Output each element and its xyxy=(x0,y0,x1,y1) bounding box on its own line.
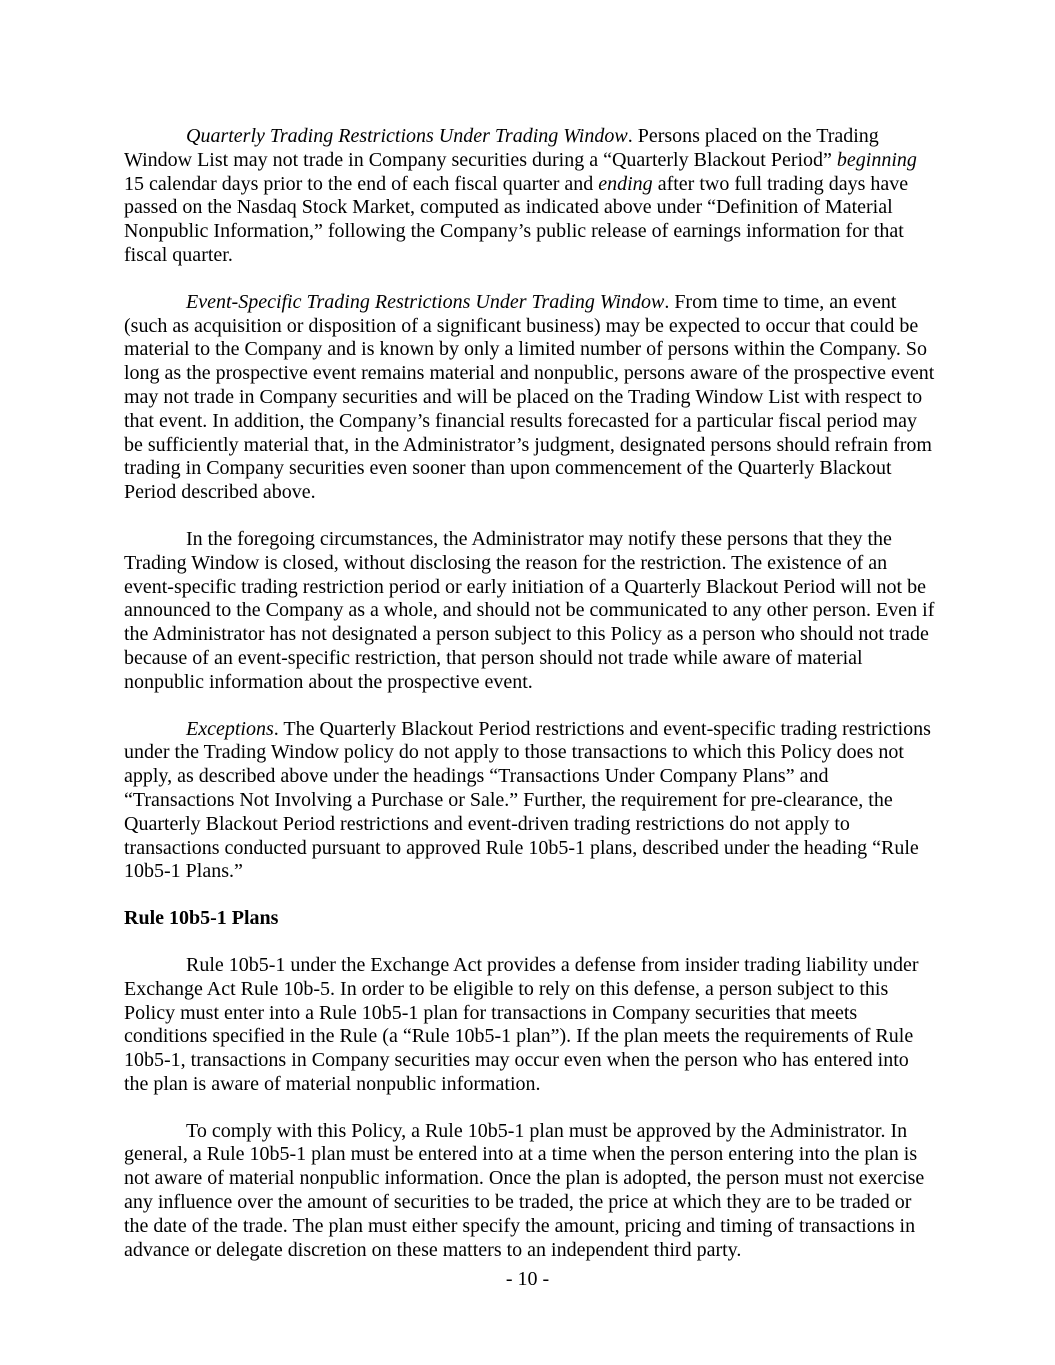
paragraph-rule-10b5-1-defense: Rule 10b5-1 under the Exchange Act provides a defense from insider trading liability under Exchange Act Rule 10b-5. In order to be eligible to rely on this defense, a person subject to this Policy must enter into a Rule 10b5-1 plan for transactions in Company securities that meets conditions specified in the Rule (a “Rule 10b5-1 plan”). If the plan meets the requirements of Rule 10b5-1, transactions in Company securities may occur even when the person who has entered into the plan is aware of material nonpublic information. xyxy=(124,953,919,1095)
document-body xyxy=(124,125,936,1285)
paragraph-exceptions: Exceptions. The Quarterly Blackout Period restrictions and event-specific trading restrictions under the Trading Window policy do not apply to those transactions to which this Policy does not apply, as described above under the headings “Transactions Under Company Plans” and “Transactions Not Involving a Purchase or Sale.” Further, the requirement for pre-clearance, the Quarterly Blackout Period restrictions and event-driven trading restrictions do not apply to transactions conducted pursuant to approved Rule 10b5-1 plans, described under the heading “Rule 10b5-1 Plans.” xyxy=(124,717,931,883)
paragraph-title: Event-Specific Trading Restrictions Under Trading Window xyxy=(186,290,665,313)
paragraph-title: Quarterly Trading Restrictions Under Trading Window xyxy=(186,125,628,147)
paragraph-event-specific-restrictions: Event-Specific Trading Restrictions Under Trading Window. From time to time, an event (such as acquisition or disposition of a significant business) may be expected to occur that could be material to the Company and is known by only a limited number of persons within the Company. So long as the prospective event remains material and nonpublic, persons aware of the prospective event may not trade in Company securities and will be placed on the Trading Window List with respect to that event. In addition, the Company’s financial results forecasted for a particular fiscal period may be sufficiently material that, in the Administrator’s judgment, designated persons should refrain from trading in Company securities even sooner than upon commencement of the Quarterly Blackout Period described above. xyxy=(124,290,935,504)
paragraph-title: Exceptions xyxy=(186,717,274,740)
paragraph-foregoing-circumstances: In the foregoing circumstances, the Administrator may notify these persons that they the Trading Window is closed, without disclosing the reason for the restriction. The existence of an event-specific trading restriction period or early initiation of a Quarterly Blackout Period will not be announced to the Company as a whole, and should not be communicated to any other person. Even if the Administrator has not designated a person subject to this Policy as a person who should not trade because of an event-specific restriction, that person should not trade while aware of material nonpublic information about the prospective event. xyxy=(124,527,935,693)
paragraph-rule-10b5-1-approval: To comply with this Policy, a Rule 10b5-1 plan must be approved by the Administrator. In general, a Rule 10b5-1 plan must be entered into at a time when the person entering into the plan is not aware of material nonpublic information. Once the plan is adopted, the person must not exercise any influence over the amount of securities to be traded, the price at which they are to be traded or the date of the trade. The plan must either specify the amount, pricing and timing of transactions in advance or delegate discretion on these matters to an independent third party. xyxy=(124,1119,925,1261)
page-number: - 10 - xyxy=(505,1268,550,1290)
paragraph-quarterly-trading-restrictions: Quarterly Trading Restrictions Under Trading Window. Persons placed on the Trading Window List may not trade in Company securities during a “Quarterly Blackout Period” beginning 15 calendar days prior to the end of each fiscal quarter and ending after two full trading days have passed on the Nasdaq Stock Market, computed as indicated above under “Definition of Material Nonpublic Information,” following the Company’s public release of earnings information for that fiscal quarter. xyxy=(124,125,917,266)
section-heading-rule-10b5-1-plans: Rule 10b5-1 Plans xyxy=(124,907,279,930)
